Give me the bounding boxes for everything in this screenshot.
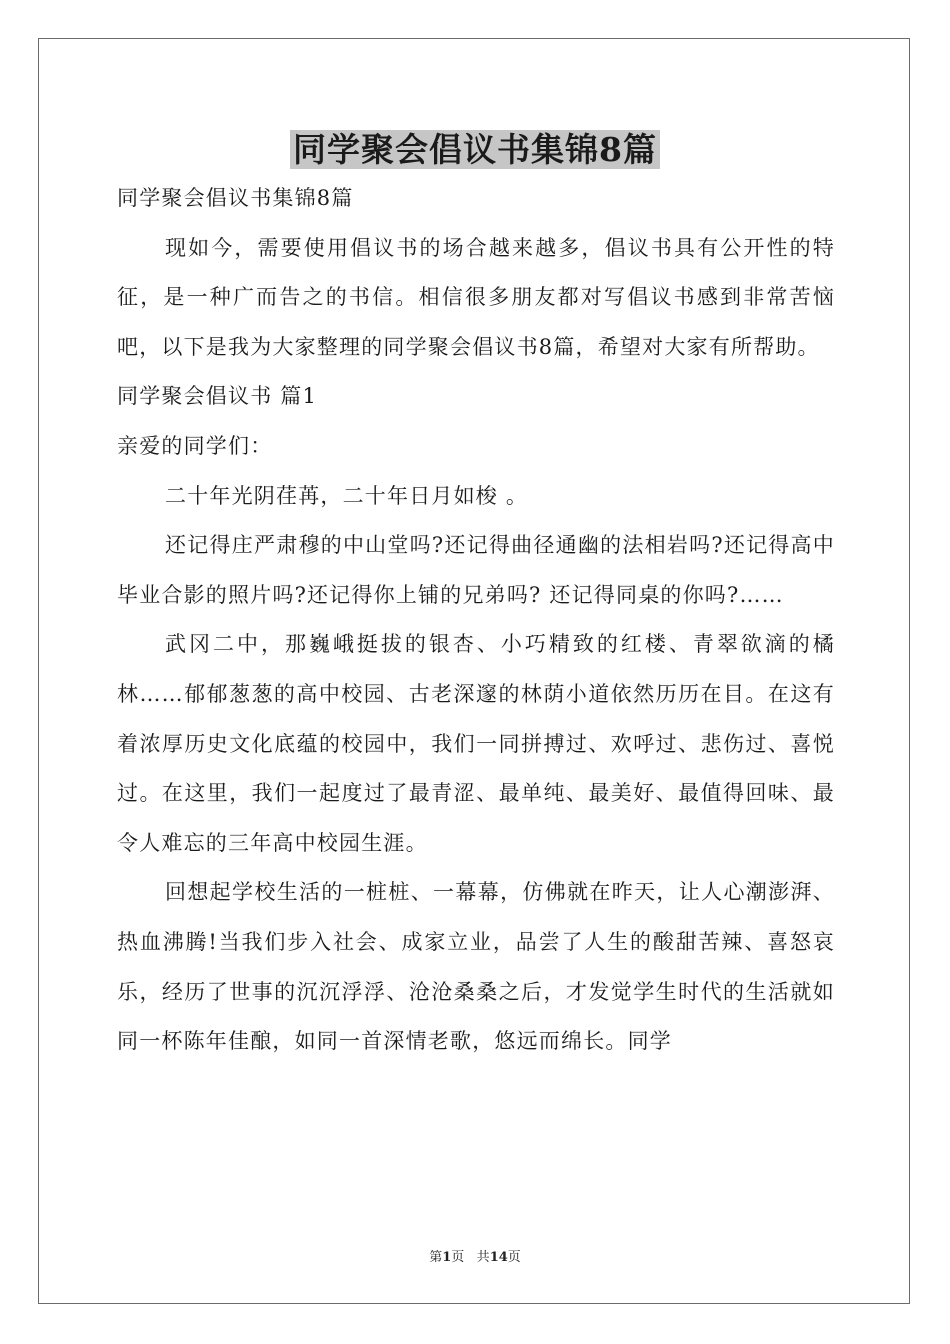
document-title (0, 122, 950, 178)
total-suffix: 页 (507, 1250, 521, 1265)
paragraph: 回想起学校生活的一桩桩、一幕幕，仿佛就在昨天，让人心潮澎湃、热血沸腾!当我们步入社会、成家立业，品尝了人生的酸甜苦辣、喜怒哀乐，经历了世事的沉沉浮浮、沧沧桑桑之后，才发觉学生时代的生活就如同一杯陈年佳酿，如同一首深情老歌，悠远而绵长。同学 (117, 880, 835, 1054)
page-prefix: 第 (429, 1250, 443, 1265)
document-title-text: 同学聚会倡议书集锦8篇 (290, 130, 660, 169)
paragraph: 二十年光阴荏苒，二十年日月如梭 。 (165, 483, 529, 508)
section-heading: 同学聚会倡议书 篇1 (117, 384, 318, 409)
paragraph-subtitle: 同学聚会倡议书集锦8篇 (117, 186, 354, 210)
page-number: 1 (442, 1250, 452, 1265)
paragraph-salutation: 亲爱的同学们： (117, 433, 273, 458)
document-body (117, 174, 835, 1067)
page-footer (0, 1248, 950, 1268)
paragraph: 武冈二中，那巍峨挺拔的银杏、小巧精致的红楼、青翠欲滴的橘林……郁郁葱葱的高中校园、古老深邃的林荫小道依然历历在目。在这有着浓厚历史文化底蕴的校园中，我们一同拼搏过、欢呼过、悲伤过、喜悦过。在这里，我们一起度过了最青涩、最单纯、最美好、最值得回味、最令人难忘的三年高中校园生涯。 (117, 632, 835, 855)
paragraph: 还记得庄严肃穆的中山堂吗?还记得曲径通幽的法相岩吗?还记得高中毕业合影的照片吗?还记得你上铺的兄弟吗? 还记得同桌的你吗?…… (117, 533, 835, 607)
paragraph-intro: 现如今，需要使用倡议书的场合越来越多，倡议书具有公开性的特征，是一种广而告之的书信。相信很多朋友都对写倡议书感到非常苦恼吧，以下是我为大家整理的同学聚会倡议书8篇，希望对大家有所帮助。 (117, 235, 835, 359)
total-pages: 14 (489, 1250, 508, 1265)
page-suffix: 页 (451, 1250, 465, 1265)
total-prefix: 共 (476, 1250, 490, 1265)
